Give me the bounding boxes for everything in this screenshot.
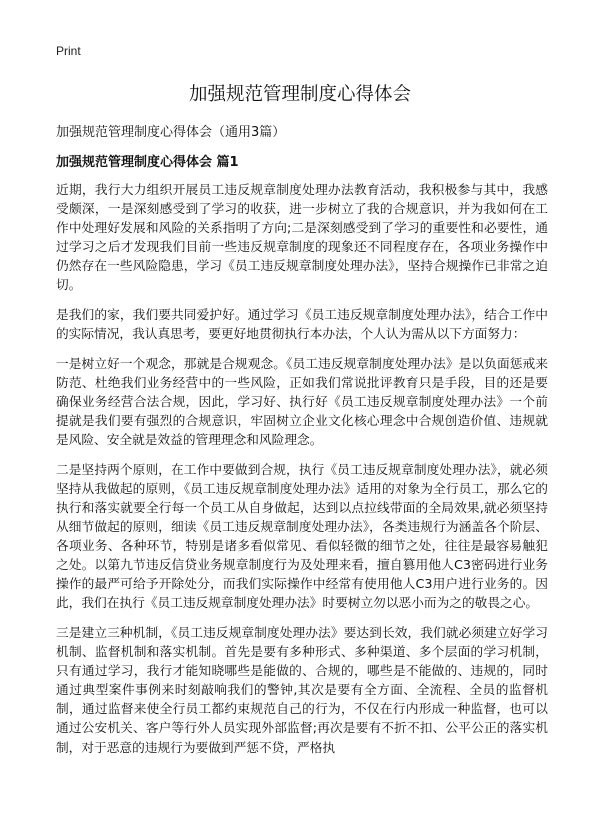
article-body (56, 180, 548, 767)
paragraph: 三是建立三种机制，《员工违反规章制度处理办法》要达到长效，我们就必须建立好学习机制、监督机制和落实机制。首先是要有多种形式、多种渠道、多个层面的学习机制，只有通过学习，我行才能知晓哪些是能做的、合规的，哪些是不能做的、违规的，同时通过典型案件事例来时刻敲响我们的警钟,其次是要有全方面、全流程、全员的监督机制，通过监督来使全行员工都约束规范自己的行为，不仅在行内形成一种监督，也可以通过公安机关、客户等行外人员实现外部监督;再次是要有不折不扣、公平公正的落实机制，对于恶意的违规行为要做到严惩不贷，严格执 (56, 624, 548, 755)
print-link[interactable]: Print (56, 44, 81, 58)
paragraph: 是我们的家，我们要共同爱护好。通过学习《员工违反规章制度处理办法》，结合工作中的实际情况，我认真思考，要更好地贯彻执行本办法，个人认为需从以下方面努力： (56, 307, 548, 342)
document-title: 加强规范管理制度心得体会 (188, 84, 411, 105)
document-subtitle: 加强规范管理制度心得体会（通用3篇） (56, 125, 286, 140)
paragraph: 二是坚持两个原则，在工作中要做到合规，执行《员工违反规章制度处理办法》，就必须坚持从我做起的原则，《员工违反规章制度处理办法》适用的对象为全行员工，那么它的执行和落实就要全行每一个员工从自身做起，达到以点拉线带面的全局效果,就必须坚持从细节做起的原则，细读《员工违反规章制度处理办法》，各类违规行为涵盖各个阶层、各项业务、各种环节，特别是诸多看似常见、看似轻微的细节之处，往往是最容易触犯之处。以第九节违反信贷业务规章制度行为及处理来看，擅自篡用他人C3密码进行业务操作的最严可给予开除处分，而我们实际操作中经常有使用他人C3用户进行业务的。因此，我们在执行《员工违反规章制度处理办法》时要树立勿以恶小而为之的敬畏之心。 (56, 461, 548, 611)
section-heading: 加强规范管理制度心得体会 篇1 (56, 155, 239, 170)
paragraph: 一是树立好一个观念，那就是合规观念。《员工违反规章制度处理办法》是以负面惩戒来防范、杜绝我们业务经营中的一些风险，正如我们常说批评教育只是手段，目的还是要确保业务经营合法合规，因此，学习好、执行好《员工违反规章制度处理办法》一个前提就是我们要有强烈的合规意识，牢固树立企业文化核心理念中合规创造价值、违规就是风险、安全就是效益的管理理念和风险理念。 (56, 355, 548, 448)
paragraph: 近期，我行大力组织开展员工违反规章制度处理办法教育活动，我积极参与其中，我感受颇深，一是深刻感受到了学习的收获，进一步树立了我的合规意识，并为我如何在工作中处理好发展和风险的关系指明了方向;二是深刻感受到了学习的重要性和必要性，通过学习之后才发现我们目前一些违反规章制度的现象还不同程度存在，各项业务操作中仍然存在一些风险隐患，学习《员工违反规章制度处理办法》，坚持合规操作已非常之迫切。 (56, 182, 548, 293)
